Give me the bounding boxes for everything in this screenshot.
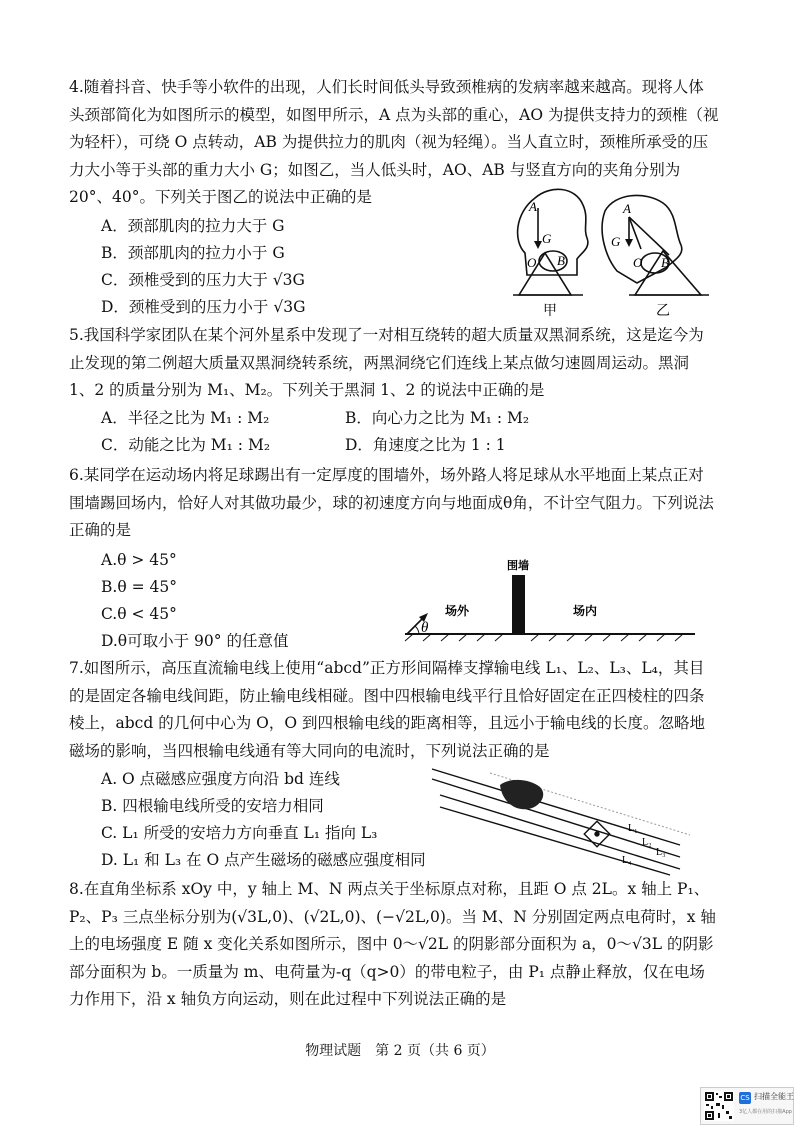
label-l1: L₁	[628, 823, 638, 834]
head-neck-figure	[505, 183, 715, 318]
football-wall-figure	[395, 553, 705, 643]
label-o-jia: O	[527, 255, 537, 270]
question-8-stem: 8.在直角坐标系 xOy 中，y 轴上 M、N 两点关于坐标原点对称，且距 O 点 2L。x 轴上 P₁、P₂、P₃ 三点坐标分别为(√3L,0)、(√2L,0)、(−√2L,0)。当 M、N 分别固定两点电荷时，x 轴上的电场强度 E 随 x 变化关系如图所示，图中 0～√2L 的阴影部分面积为 a，0～√3L 的阴影部分面积为 b。一质量为 m、电荷量为-q（q>0）的带电粒子，由 P₁ 点静止释放，仅在电场力作用下，沿 x 轴负方向运动，则在此过程中下列说法正确的是	[69, 880, 716, 1008]
question-6-stem: 6.某同学在运动场内将足球踢出有一定厚度的围墙外，场外路人将足球从水平地面上某点正对围墙踢回场内，恰好人对其做功最少，球的初速度方向与地面成θ角，不计空气阻力。下列说法正确的是	[69, 466, 714, 539]
arrow-head-yi	[625, 239, 633, 247]
q5-option-d[interactable]: D．角速度之比为 1 : 1	[345, 436, 506, 454]
label-outside: 场外	[445, 604, 470, 618]
q5-option-c[interactable]: C．动能之比为 M₁ : M₂	[101, 436, 271, 454]
question-4-stem: 4.随着抖音、快手等小软件的出现，人们长时间低头导致颈椎病的发病率越来越高。现将人体头颈部简化为如图所示的模型，如图甲所示，A 点为头部的重心，AO 为提供支持力的颈椎（视为轻杆），可绕 O 点转动，AB 为提供拉力的肌肉（视为轻绳）。当人直立时，颈椎所承受的压力大小等于头部的重力大小 G；如图乙，当人低头时，AO、AB 与竖直方向的夹角分别为 20°、40°。下列关于图乙的说法中正确的是	[69, 78, 719, 206]
worker-silhouette	[500, 780, 543, 809]
label-g-jia: G	[542, 231, 552, 246]
label-a-yi: A	[623, 201, 631, 216]
label-o-yi: O	[633, 255, 643, 270]
caption-jia: 甲	[543, 303, 557, 318]
caption-yi: 乙	[656, 303, 670, 318]
page-footer: 物理试题 第 2 页（共 6 页）	[305, 1043, 495, 1059]
q6-option-b[interactable]: B.θ = 45°	[101, 578, 177, 596]
power-lines	[432, 769, 680, 875]
q6-option-a[interactable]: A.θ > 45°	[101, 551, 177, 569]
question-5-stem: 5.我国科学家团队在某个河外星系中发现了一对相互绕转的超大质量双黑洞系统，这是迄今为止发现的第二例超大质量双黑洞绕转系统，两黑洞绕它们连线上某点做匀速圆周运动。黑洞 1、2 的质量分别为 M₁、M₂。下列关于黑洞 1、2 的说法中正确的是	[69, 326, 704, 399]
label-inside: 场内	[573, 604, 598, 618]
question-7-stem: 7.如图所示，高压直流输电线上使用“abcd”正方形间隔棒支撑输电线 L₁、L₂、L₃、L₄，其目的是固定各输电线间距，防止输电线相碰。图中四根输电线平行且恰好固定在正四棱柱的四条棱上，abcd 的几何中心为 O，O 到四根输电线的距离相等，且远小于输电线的长度。忽略地磁场的影响，当四根输电线通有等大同向的电流时，下列说法正确的是	[69, 659, 705, 760]
label-l4: L₄	[622, 855, 632, 866]
label-wall: 围墙	[507, 559, 529, 572]
q7-option-d[interactable]: D. L₁ 和 L₃ 在 O 点产生磁场的磁感应强度相同	[101, 851, 426, 869]
scanner-app-tagline: 3亿人都在用的扫描App	[739, 1109, 792, 1115]
label-g-yi: G	[611, 234, 621, 249]
label-l2: L₂	[642, 837, 652, 848]
q4-option-d[interactable]: D．颈椎受到的压力小于 √3G	[101, 298, 306, 316]
scanner-app-name: 扫描全能王	[754, 1092, 794, 1101]
q7-option-b[interactable]: B. 四根输电线所受的安培力相同	[101, 797, 324, 815]
line-1	[432, 769, 680, 845]
label-a-jia: A	[529, 199, 537, 214]
q4-option-a[interactable]: A．颈部肌肉的拉力大于 G	[101, 217, 285, 235]
label-b-yi: B	[661, 255, 669, 270]
label-theta: θ	[421, 620, 429, 636]
wall	[512, 575, 525, 634]
line-3	[440, 795, 680, 869]
q5-option-a[interactable]: A．半径之比为 M₁ : M₂	[101, 409, 270, 427]
q7-option-c[interactable]: C. L₁ 所受的安培力方向垂直 L₁ 指向 L₃	[101, 824, 378, 842]
arrow-head-jia	[534, 241, 542, 249]
ground-hatching	[405, 634, 683, 641]
scanner-watermark	[700, 1087, 794, 1125]
q5-option-b[interactable]: B．向心力之比为 M₁ : M₂	[345, 409, 530, 427]
q4-option-b[interactable]: B．颈部肌肉的拉力小于 G	[101, 244, 285, 262]
label-l3: L₃	[656, 847, 666, 858]
camscanner-logo-icon: CS	[740, 1094, 750, 1102]
q6-option-d[interactable]: D.θ可取小于 90° 的任意值	[101, 632, 289, 650]
label-b-jia: B	[557, 253, 565, 268]
angle-arc	[415, 626, 419, 634]
q7-option-a[interactable]: A. O 点磁感应强度方向沿 bd 连线	[101, 770, 340, 788]
qr-code-icon	[704, 1091, 734, 1121]
q4-option-c[interactable]: C．颈椎受到的压力大于 √3G	[101, 271, 305, 289]
muscle-line-yi	[629, 217, 669, 255]
q6-option-c[interactable]: C.θ < 45°	[101, 605, 177, 623]
power-line-figure	[430, 765, 700, 877]
